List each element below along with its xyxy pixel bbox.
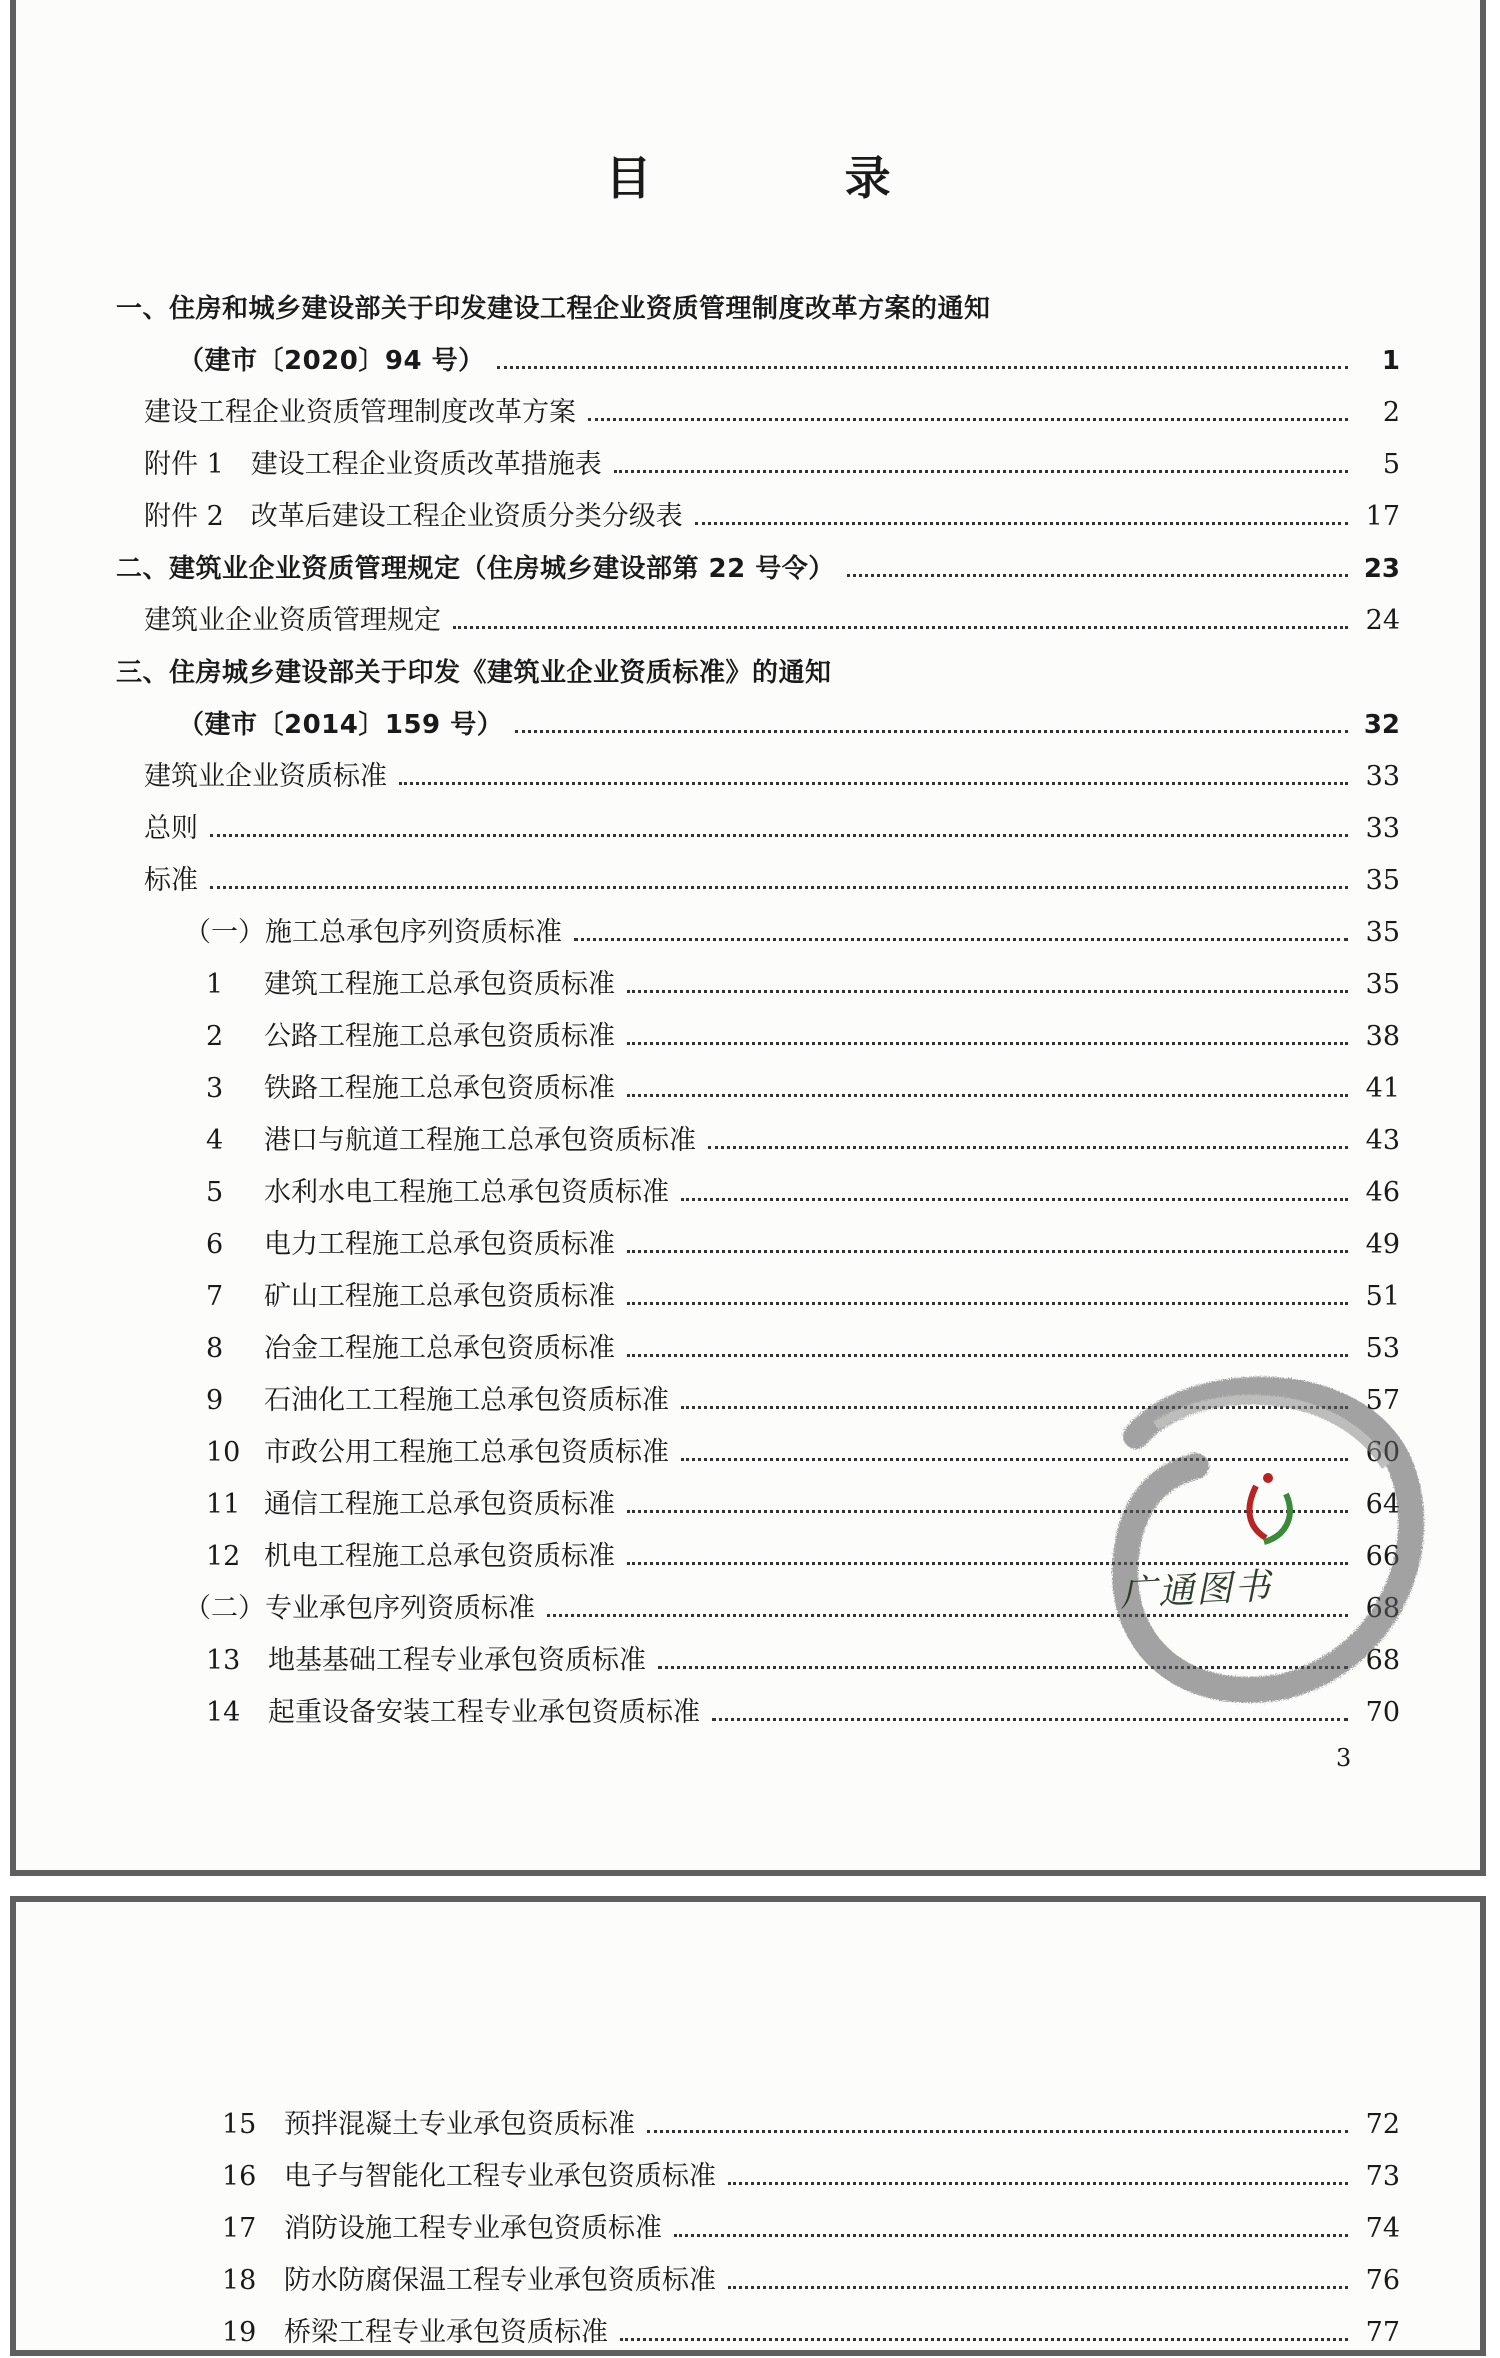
entry-number: 19	[222, 2317, 257, 2348]
entry-title: 铁路工程施工总承包资质标准	[264, 1073, 615, 1104]
toc-entry[interactable]	[206, 1220, 1400, 1270]
entry-page: 5	[1382, 449, 1400, 480]
entry-page: 60	[1365, 1437, 1400, 1468]
toc-entry[interactable]	[206, 1636, 1400, 1686]
dot-leader	[515, 730, 1348, 733]
entry-text	[206, 1064, 615, 1114]
dot-leader	[547, 1614, 1348, 1617]
entry-page: 2	[1382, 397, 1400, 428]
entry-page: 33	[1365, 761, 1400, 792]
entry-page: 53	[1365, 1333, 1400, 1364]
entry-text	[206, 1012, 615, 1062]
entry-text: 二、建筑业企业资质管理规定（住房城乡建设部第 22 号令）	[116, 554, 835, 584]
dot-leader	[728, 2286, 1348, 2289]
dot-leader	[708, 1146, 1348, 1149]
entry-title: 消防设施工程专业承包资质标准	[284, 2213, 662, 2244]
seal-text: 广通图书	[1119, 1566, 1274, 1615]
entry-title: 矿山工程施工总承包资质标准	[264, 1281, 615, 1312]
toc-page-2	[10, 1896, 1486, 2356]
toc-entry[interactable]	[206, 1324, 1400, 1374]
entry-text	[206, 1220, 615, 1270]
toc-entry[interactable]	[206, 1376, 1400, 1426]
entry-title: 电子与智能化工程专业承包资质标准	[284, 2161, 716, 2192]
entry-text	[206, 1428, 669, 1478]
toc-entry[interactable]	[206, 1688, 1400, 1738]
entry-page: 70	[1365, 1697, 1400, 1728]
toc-entry[interactable]	[206, 1272, 1400, 1322]
entry-title: 石油化工工程施工总承包资质标准	[264, 1385, 669, 1416]
dot-leader	[681, 1458, 1348, 1461]
toc-entry[interactable]	[178, 700, 1400, 750]
entry-title: 防水防腐保温工程专业承包资质标准	[284, 2265, 716, 2296]
toc-entry[interactable]	[206, 960, 1400, 1010]
entry-text	[222, 2204, 662, 2254]
entry-page: 74	[1365, 2213, 1400, 2244]
toc-entry[interactable]	[144, 492, 1400, 542]
entry-text	[222, 2308, 608, 2358]
entry-text	[206, 1376, 669, 1426]
dot-leader	[627, 1354, 1348, 1357]
entry-number: 7	[206, 1281, 224, 1312]
entry-text	[206, 1636, 646, 1686]
entry-text	[206, 1324, 615, 1374]
entry-text: （建市〔2014〕159 号）	[178, 710, 504, 740]
entry-page: 49	[1365, 1229, 1400, 1260]
dot-leader	[588, 418, 1348, 421]
toc-entry[interactable]	[144, 804, 1400, 854]
entry-text	[222, 2256, 716, 2306]
dot-leader	[627, 1094, 1348, 1097]
dot-leader	[674, 2234, 1348, 2237]
entry-text: 建筑业企业资质管理规定	[144, 605, 441, 636]
entry-text	[206, 1532, 615, 1582]
entry-title: 机电工程施工总承包资质标准	[264, 1541, 615, 1572]
entry-page: 32	[1363, 710, 1400, 740]
entry-text: 建设工程企业资质管理制度改革方案	[144, 397, 576, 428]
entry-page: 64	[1365, 1489, 1400, 1520]
toc-entry[interactable]	[222, 2308, 1400, 2358]
toc-title: 目 录	[605, 151, 965, 205]
entry-number: 2	[206, 1021, 224, 1052]
toc-entry[interactable]	[222, 2100, 1400, 2150]
entry-text	[222, 2152, 716, 2202]
entry-number: 9	[206, 1385, 224, 1416]
entry-page: 38	[1365, 1021, 1400, 1052]
entry-text	[206, 1168, 669, 1218]
toc-entry[interactable]	[206, 1428, 1400, 1478]
entry-title: 建筑工程施工总承包资质标准	[264, 969, 615, 1000]
entry-text: 一、住房和城乡建设部关于印发建设工程企业资质管理制度改革方案的通知	[116, 294, 991, 324]
entry-title: 冶金工程施工总承包资质标准	[264, 1333, 615, 1364]
dot-leader	[681, 1406, 1348, 1409]
toc-entry[interactable]	[178, 336, 1400, 386]
entry-number: 3	[206, 1073, 224, 1104]
entry-title: 港口与航道工程施工总承包资质标准	[264, 1125, 696, 1156]
dot-leader	[627, 1510, 1348, 1513]
entry-page: 73	[1365, 2161, 1400, 2192]
entry-number: 16	[222, 2161, 257, 2192]
toc-page-1	[10, 0, 1486, 1876]
toc-entry[interactable]	[116, 284, 1416, 334]
dot-leader	[647, 2130, 1348, 2133]
entry-title: 公路工程施工总承包资质标准	[264, 1021, 615, 1052]
entry-page: 1	[1381, 346, 1400, 376]
entry-page: 66	[1365, 1541, 1400, 1572]
dot-leader	[627, 1302, 1348, 1305]
dot-leader	[574, 938, 1348, 941]
entry-text: （建市〔2020〕94 号）	[178, 346, 485, 376]
entry-text: 附件 2 改革后建设工程企业资质分类分级表	[144, 501, 683, 532]
dot-leader	[681, 1198, 1348, 1201]
page-number: 3	[1336, 1744, 1352, 1772]
entry-page: 76	[1365, 2265, 1400, 2296]
toc-entry[interactable]	[206, 1116, 1400, 1166]
entry-text: 总则	[144, 813, 198, 844]
entry-page: 46	[1365, 1177, 1400, 1208]
entry-page: 43	[1365, 1125, 1400, 1156]
entry-page: 57	[1365, 1385, 1400, 1416]
entry-title: 起重设备安装工程专业承包资质标准	[268, 1697, 700, 1728]
dot-leader	[627, 1250, 1348, 1253]
entry-title: 地基基础工程专业承包资质标准	[268, 1645, 646, 1676]
entry-page: 35	[1365, 969, 1400, 1000]
entry-number: 4	[206, 1125, 224, 1156]
entry-text: 建筑业企业资质标准	[144, 761, 387, 792]
toc-entry[interactable]	[206, 1480, 1400, 1530]
toc-entry[interactable]	[144, 752, 1400, 802]
toc-entry[interactable]	[206, 1064, 1400, 1114]
toc-entry[interactable]	[144, 856, 1400, 906]
entry-title: 预拌混凝土专业承包资质标准	[284, 2109, 635, 2140]
entry-text	[206, 1116, 696, 1166]
entry-text: 三、住房城乡建设部关于印发《建筑业企业资质标准》的通知	[116, 658, 832, 688]
dot-leader	[210, 886, 1348, 889]
entry-title: 电力工程施工总承包资质标准	[264, 1229, 615, 1260]
toc-entry[interactable]	[206, 1012, 1400, 1062]
dot-leader	[847, 574, 1348, 577]
entry-page: 77	[1365, 2317, 1400, 2348]
dot-leader	[712, 1718, 1348, 1721]
toc-entry[interactable]	[222, 2152, 1400, 2202]
entry-page: 35	[1365, 917, 1400, 948]
entry-text: 附件 1 建设工程企业资质改革措施表	[144, 449, 602, 480]
entry-text	[206, 1272, 615, 1322]
dot-leader	[620, 2338, 1348, 2341]
dot-leader	[614, 470, 1348, 473]
toc-entry[interactable]	[222, 2204, 1400, 2254]
entry-title: 通信工程施工总承包资质标准	[264, 1489, 615, 1520]
dot-leader	[210, 834, 1348, 837]
entry-text: （二）专业承包序列资质标准	[184, 1593, 535, 1624]
entry-text	[206, 960, 615, 1010]
dot-leader	[453, 626, 1348, 629]
entry-page: 41	[1365, 1073, 1400, 1104]
entry-number: 12	[206, 1541, 241, 1572]
entry-title: 市政公用工程施工总承包资质标准	[264, 1437, 669, 1468]
dot-leader	[399, 782, 1348, 785]
toc-entry[interactable]	[184, 908, 1400, 958]
entry-number: 18	[222, 2265, 257, 2296]
toc-entry[interactable]	[144, 440, 1400, 490]
toc-entry[interactable]	[116, 544, 1400, 594]
entry-page: 23	[1363, 554, 1400, 584]
entry-text: 标准	[144, 865, 198, 896]
toc-entry[interactable]	[222, 2256, 1400, 2306]
entry-number: 8	[206, 1333, 224, 1364]
dot-leader	[695, 522, 1348, 525]
entry-number: 11	[206, 1489, 241, 1520]
entry-number: 1	[206, 969, 224, 1000]
entry-text	[222, 2100, 635, 2150]
entry-page: 17	[1365, 501, 1400, 532]
entry-page: 35	[1365, 865, 1400, 896]
entry-number: 13	[206, 1645, 241, 1676]
toc-entry[interactable]	[144, 596, 1400, 646]
dot-leader	[627, 990, 1348, 993]
entry-title: 桥梁工程专业承包资质标准	[284, 2317, 608, 2348]
entry-number: 17	[222, 2213, 257, 2244]
entry-page: 24	[1365, 605, 1400, 636]
entry-text	[206, 1688, 700, 1738]
entry-number: 15	[222, 2109, 257, 2140]
dot-leader	[627, 1042, 1348, 1045]
entry-page: 51	[1365, 1281, 1400, 1312]
entry-page: 33	[1365, 813, 1400, 844]
entry-number: 14	[206, 1697, 241, 1728]
toc-entry[interactable]	[144, 388, 1400, 438]
dot-leader	[728, 2182, 1348, 2185]
dot-leader	[497, 366, 1348, 369]
toc-entry[interactable]	[116, 648, 1416, 698]
entry-text: （一）施工总承包序列资质标准	[184, 917, 562, 948]
toc-entry[interactable]	[206, 1168, 1400, 1218]
entry-number: 10	[206, 1437, 241, 1468]
entry-number: 5	[206, 1177, 224, 1208]
entry-page: 72	[1365, 2109, 1400, 2140]
entry-page: 68	[1365, 1645, 1400, 1676]
entry-number: 6	[206, 1229, 224, 1260]
entry-title: 水利水电工程施工总承包资质标准	[264, 1177, 669, 1208]
entry-text	[206, 1480, 615, 1530]
entry-page: 68	[1365, 1593, 1400, 1624]
dot-leader	[658, 1666, 1348, 1669]
